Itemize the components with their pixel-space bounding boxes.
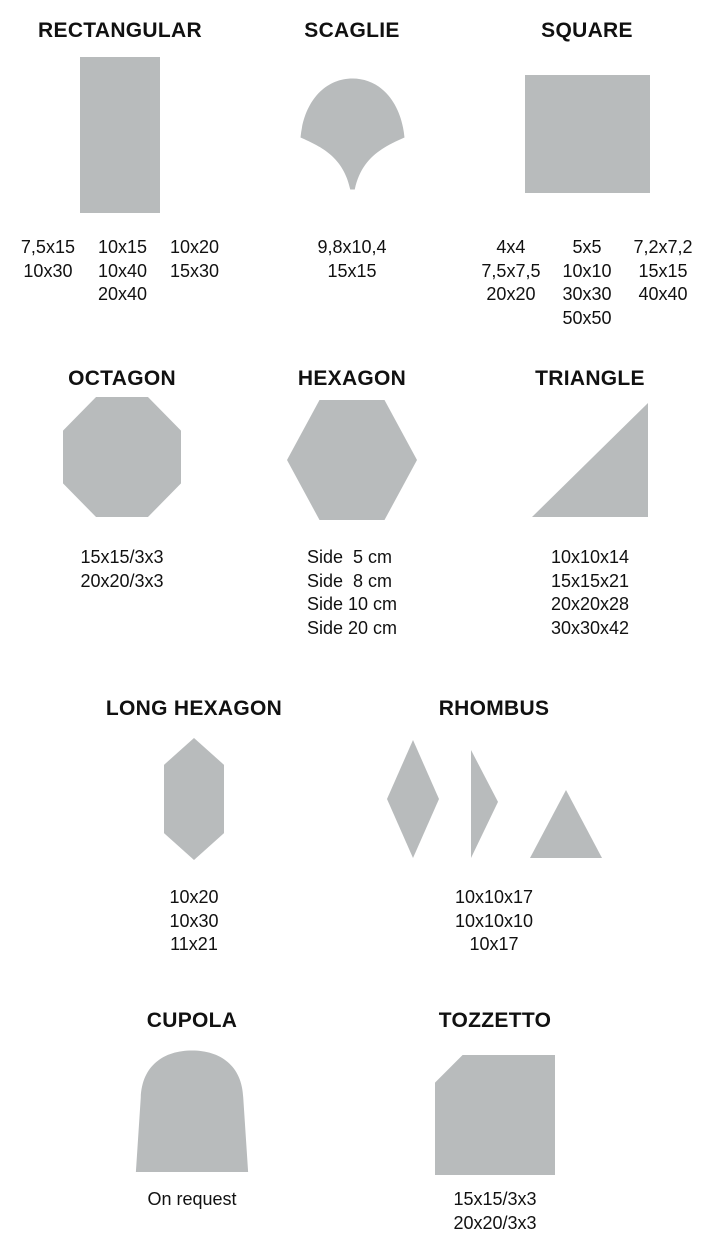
size-list xyxy=(481,236,692,330)
tile-size: 10x15 xyxy=(97,237,148,257)
size-list xyxy=(21,236,219,307)
section-title: SQUARE xyxy=(541,19,633,42)
section-cupola xyxy=(72,1010,312,1212)
size-list xyxy=(147,1188,236,1212)
tile-size: 40x40 xyxy=(638,284,688,304)
tile-size: 30x30 xyxy=(562,284,612,304)
shape-area xyxy=(374,720,614,886)
tozzetto-tile-shape xyxy=(435,1055,555,1175)
tile-size: 5x5 xyxy=(572,237,602,257)
size-list xyxy=(453,1188,536,1235)
tile-size: 10x10x17 xyxy=(454,887,534,907)
section-title: RECTANGULAR xyxy=(38,19,202,42)
tile-size: 11x21 xyxy=(170,934,218,954)
section-octagon xyxy=(2,368,242,593)
section-hexagon xyxy=(232,368,472,640)
tile-size: 7,5x15 xyxy=(20,237,75,257)
octagon-tile-shape xyxy=(63,397,181,517)
section-rectangular xyxy=(0,20,240,307)
tile-size: 15x30 xyxy=(170,260,220,281)
section-title: LONG HEXAGON xyxy=(105,697,283,720)
rhombus-shape-group xyxy=(387,738,602,858)
tile-size: 15x15/3x3 xyxy=(453,1189,537,1209)
tile-size: Side 10 cm xyxy=(306,594,398,614)
rhombus-tile-shape xyxy=(387,740,439,858)
tile-size: 10x20 xyxy=(169,887,219,907)
triangle-tile-shape xyxy=(532,403,648,517)
section-title: SCAGLIE xyxy=(304,19,400,42)
shape-area xyxy=(232,390,472,546)
tile-size: 20x40 xyxy=(97,284,148,304)
section-triangle xyxy=(470,368,710,640)
availability-note: On request xyxy=(147,1189,237,1209)
tile-size: 10x40 xyxy=(97,260,148,281)
size-list xyxy=(551,546,629,640)
section-title: TOZZETTO xyxy=(438,1009,552,1032)
tile-size: 20x20/3x3 xyxy=(453,1212,537,1233)
shape-area xyxy=(375,1032,615,1188)
section-title: CUPOLA xyxy=(146,1009,238,1032)
size-list xyxy=(455,886,533,957)
section-tozzetto xyxy=(375,1010,615,1235)
shape-area xyxy=(0,42,240,236)
tile-size: 10x30 xyxy=(169,910,219,931)
section-title: RHOMBUS xyxy=(438,697,550,720)
tile-size: 10x10x14 xyxy=(550,547,630,567)
tile-size: 10x17 xyxy=(469,934,519,954)
square-tile-shape xyxy=(525,75,650,193)
cupola-tile-shape xyxy=(131,1048,253,1172)
tile-size: 15x15/3x3 xyxy=(80,547,164,567)
size-list xyxy=(317,236,386,283)
section-long-hexagon xyxy=(74,698,314,957)
tile-size: 7,5x7,5 xyxy=(481,260,541,281)
section-title: OCTAGON xyxy=(68,367,176,390)
tile-size: 9,8x10,4 xyxy=(317,237,387,257)
tile-size: 15x15 xyxy=(327,260,377,281)
section-rhombus xyxy=(374,698,614,957)
tile-size: 10x30 xyxy=(23,260,73,281)
tile-size: Side 20 cm xyxy=(306,617,398,638)
long-hexagon-tile-shape xyxy=(164,738,224,860)
tile-size: 10x10 xyxy=(562,260,612,281)
tile-size: 4x4 xyxy=(496,237,526,257)
rectangular-tile-shape xyxy=(80,57,160,213)
size-list xyxy=(307,546,397,640)
tile-size: Side 8 cm xyxy=(306,570,393,591)
hexagon-tile-shape xyxy=(287,400,417,520)
tile-size: 20x20/3x3 xyxy=(80,570,164,591)
shape-area xyxy=(74,720,314,886)
tile-size: 30x30x42 xyxy=(550,617,630,638)
shape-area xyxy=(470,390,710,546)
scaglie-tile-shape xyxy=(296,75,409,193)
half-rhombus-tile-shape xyxy=(471,750,498,858)
tile-size: 15x15x21 xyxy=(550,570,630,591)
size-list xyxy=(80,546,163,593)
tile-size: 50x50 xyxy=(562,307,612,328)
tile-size: 7,2x7,2 xyxy=(633,237,693,257)
shape-area xyxy=(467,42,707,236)
tile-size: 15x15 xyxy=(638,260,688,281)
shape-area xyxy=(232,42,472,236)
tile-size: 20x20 xyxy=(486,284,536,304)
isosceles-triangle-tile-shape xyxy=(530,790,602,858)
tile-size: 10x20 xyxy=(170,237,220,257)
section-title: TRIANGLE xyxy=(535,367,645,390)
section-scaglie xyxy=(232,20,472,283)
size-list xyxy=(169,886,218,957)
tile-size: 20x20x28 xyxy=(550,594,630,614)
tile-size: 10x10x10 xyxy=(454,910,534,931)
section-square xyxy=(467,20,707,330)
section-title: HEXAGON xyxy=(297,367,407,390)
tile-size: Side 5 cm xyxy=(306,547,393,567)
shape-area xyxy=(72,1032,312,1188)
shape-area xyxy=(2,390,242,546)
